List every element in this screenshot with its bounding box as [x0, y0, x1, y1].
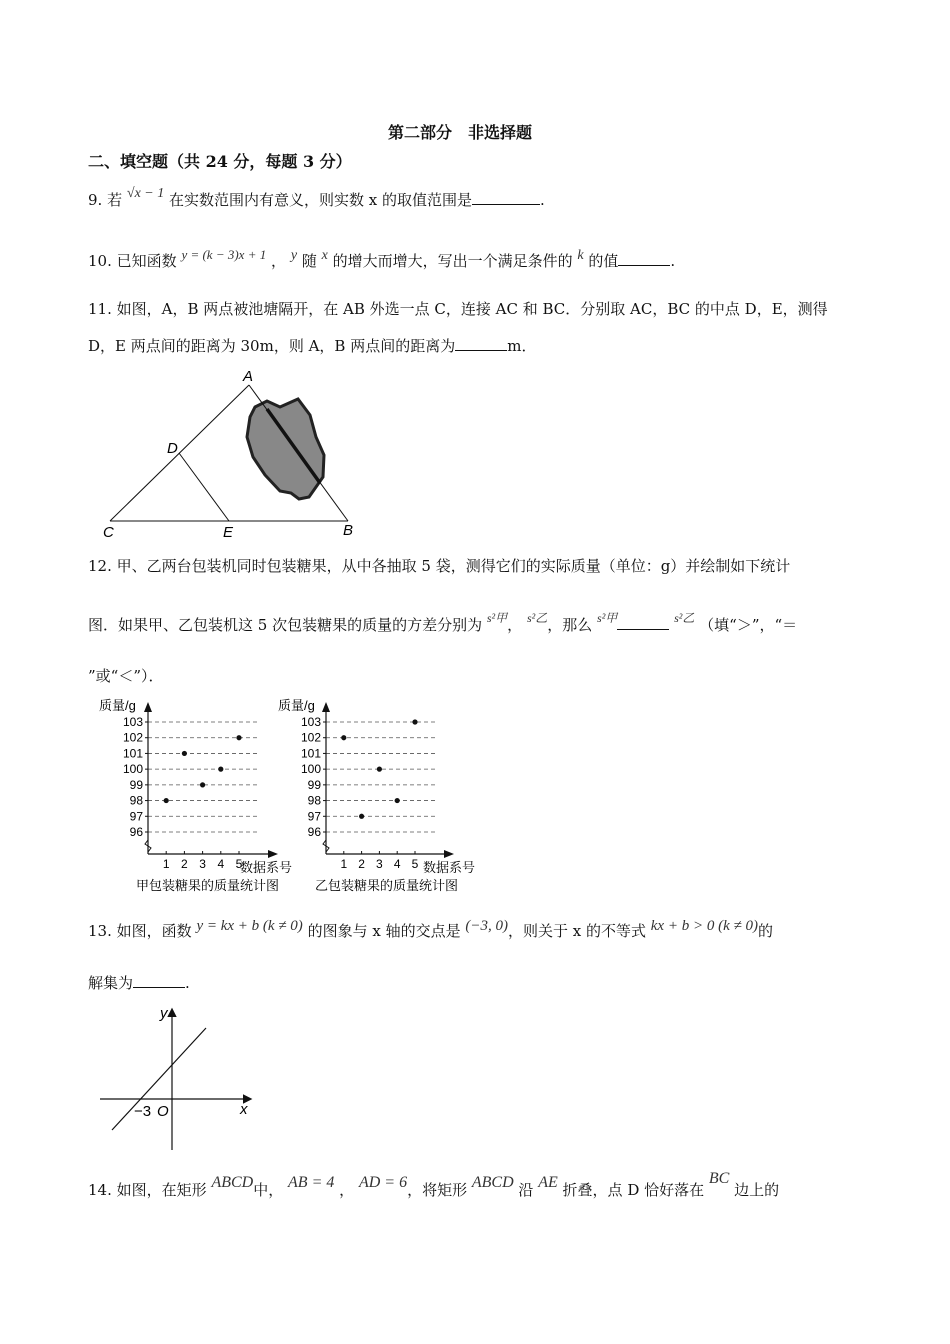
q12-fill-hint: （填“＞”，“＝: [699, 616, 798, 634]
x-axis-arrow: [444, 850, 454, 858]
q10-y: y: [290, 248, 298, 263]
y-tick-label: 97: [129, 809, 143, 824]
x-tick-label: 3: [376, 857, 383, 871]
question-12-line3: ”或“＜”）．: [88, 667, 164, 685]
question-11-line2: [88, 336, 536, 356]
q14-abcd-2: ABCD: [471, 1174, 514, 1191]
q14-ad: AD = 6: [358, 1174, 408, 1191]
chart-jia-xlabel: 数据系号: [240, 860, 293, 875]
q12-answer-blank[interactable]: [617, 615, 669, 630]
graph-origin-label: O: [157, 1103, 169, 1120]
question-10: [88, 247, 676, 273]
q12-comma: ，: [507, 616, 523, 634]
q12-line2-pre: 图．如果甲、乙包装机这 5 次包装糖果的质量的方差分别为: [88, 616, 483, 634]
y-axis-arrow: [322, 702, 330, 712]
label-c: C: [103, 524, 114, 541]
q14-ae: AE: [538, 1174, 558, 1191]
y-tick-label: 101: [122, 746, 143, 761]
q12-s-jia-2: s²甲: [597, 611, 618, 625]
data-point: [218, 767, 223, 772]
q13-function: y = kx + b (k ≠ 0): [196, 918, 303, 934]
y-tick-label: 98: [307, 793, 321, 808]
q12-mid: ，那么: [547, 616, 593, 634]
x-tick-label: 3: [199, 857, 206, 871]
q9-sqrt-expr: √x − 1: [126, 186, 165, 201]
label-e: E: [223, 524, 234, 541]
q13-line2: 解集为: [88, 974, 134, 992]
q14-end: 边上的: [734, 1181, 780, 1199]
q10-answer-blank[interactable]: [618, 251, 670, 266]
q13-graph: [98, 1004, 263, 1154]
q11-line2-post: m．: [507, 337, 537, 355]
y-tick-label: 99: [307, 777, 321, 792]
q9-answer-blank[interactable]: [472, 190, 540, 205]
data-point: [377, 767, 382, 772]
q13-number: 13.: [88, 922, 112, 940]
q13-mid: 的图象与 x 轴的交点是: [307, 922, 461, 940]
data-point: [359, 814, 364, 819]
y-tick-label: 102: [122, 730, 143, 745]
q14-yan: 沿: [518, 1181, 534, 1199]
question-11-line1: 11. 如图，A，B 两点被池塘隔开，在 AB 外选一点 C，连接 AC 和 BC．分别取 AC，BC 的中点 D，E，测得: [88, 300, 828, 318]
label-a: A: [243, 368, 254, 385]
question-9: [88, 186, 545, 212]
q14-comma1: ，: [339, 1181, 355, 1199]
q14-abcd: ABCD: [211, 1174, 254, 1191]
graph-neg3-label: −3: [134, 1103, 152, 1120]
chart-yi-ylabel: 质量/g: [278, 698, 315, 713]
y-tick-label: 98: [129, 793, 143, 808]
part-title: 第二部分 非选择题: [388, 123, 533, 142]
data-point: [164, 798, 169, 803]
data-point: [200, 782, 205, 787]
question-12-line1: 12. 甲、乙两台包装机同时包装糖果，从中各抽取 5 袋，测得它们的实际质量（单位：g）并绘制如下统计: [88, 557, 791, 575]
x-tick-label: 2: [181, 857, 188, 871]
q12-s-yi: s²乙: [526, 611, 548, 625]
q10-dot: .: [670, 252, 676, 270]
q9-number: 9.: [88, 191, 103, 209]
q10-post: 的增大而增大，写出一个满足条件的: [332, 252, 573, 270]
y-tick-label: 96: [129, 825, 143, 839]
segment-de: [179, 453, 229, 521]
x-tick-label: 4: [217, 857, 225, 871]
chart-jia-plot: [123, 702, 278, 871]
q14-number: 14.: [88, 1181, 112, 1199]
q14-zhong: 中，: [253, 1181, 284, 1199]
x-tick-label: 2: [358, 857, 365, 871]
x-tick-label: 5: [235, 857, 243, 871]
y-tick-label: 100: [300, 762, 321, 777]
graph-y-label: y: [160, 1005, 168, 1022]
q14-post: 折叠，点 D 恰好落在: [562, 1181, 705, 1199]
chart-yi-xlabel: 数据系号: [423, 860, 476, 875]
x-tick-label: 4: [393, 857, 401, 871]
q13-pre: 如图，函数: [116, 922, 192, 940]
chart-jia: [92, 694, 293, 899]
y-tick-label: 101: [300, 746, 321, 761]
data-point: [395, 798, 400, 803]
label-b: B: [343, 522, 354, 539]
q9-post: 在实数范围内有意义，则实数 x 的取值范围是: [169, 191, 473, 209]
x-tick-label: 5: [411, 857, 419, 871]
y-tick-label: 99: [129, 777, 143, 792]
chart-yi: [271, 694, 486, 899]
y-tick-label: 96: [307, 825, 321, 839]
section-title: 二、填空题（共 24 分，每题 3 分）: [88, 152, 352, 171]
data-point: [341, 735, 346, 740]
x-tick-label: 1: [162, 857, 170, 871]
q11-line2-pre: D，E 两点间的距离为 30m，则 A，B 两点间的距离为: [88, 337, 456, 355]
q12-s-jia: s²甲: [486, 611, 508, 625]
data-point: [412, 719, 417, 724]
y-tick-label: 103: [122, 715, 143, 729]
q11-answer-blank[interactable]: [455, 336, 507, 351]
q13-point: (−3, 0): [465, 918, 508, 934]
q10-k: k: [577, 248, 584, 263]
label-d: D: [167, 440, 178, 457]
q13-mid2: ，则关于 x 的不等式: [507, 922, 646, 940]
q12-s-yi-2: s²乙: [674, 611, 695, 625]
x-tick-label: 1: [340, 857, 348, 871]
q10-mid: 随: [301, 252, 317, 270]
chart-jia-title: 甲包装糖果的质量统计图: [136, 878, 280, 893]
q13-answer-blank[interactable]: [133, 973, 185, 988]
y-tick-label: 97: [307, 809, 321, 824]
q9-pre: 若: [107, 191, 123, 209]
q10-number: 10.: [88, 252, 112, 270]
q10-comma: ，: [271, 252, 287, 270]
question-12-line2: [88, 611, 798, 636]
question-14: [88, 1170, 780, 1201]
data-point: [182, 751, 187, 756]
y-tick-label: 103: [300, 715, 321, 729]
chart-jia-ylabel: 质量/g: [99, 698, 136, 713]
graph-x-label: x: [240, 1101, 248, 1118]
q9-end: .: [540, 191, 545, 209]
question-13: [88, 918, 773, 942]
chart-yi-title: 乙包装糖果的质量统计图: [315, 878, 459, 893]
q10-x: x: [321, 248, 328, 263]
data-point: [236, 735, 241, 740]
q13-inequality: kx + b > 0 (k ≠ 0): [650, 918, 758, 934]
q14-c2: ，将矩形: [407, 1181, 468, 1199]
chart-yi-plot: [301, 702, 454, 871]
q13-dot: .: [185, 974, 190, 992]
q10-pre: 已知函数: [116, 252, 177, 270]
y-axis-arrow: [144, 702, 152, 712]
q14-pre: 如图，在矩形: [116, 1181, 207, 1199]
q14-ab: AB = 4: [288, 1174, 335, 1191]
q11-figure: [95, 365, 370, 540]
q14-bc: BC: [708, 1170, 730, 1187]
pond: [247, 399, 324, 499]
y-tick-label: 102: [300, 730, 321, 745]
q10-function: y = (k − 3)x + 1: [181, 247, 267, 262]
q13-end: 的: [757, 922, 773, 940]
q10-end: 的值: [588, 252, 619, 270]
question-13-line2: [88, 973, 190, 993]
y-tick-label: 100: [122, 762, 143, 777]
